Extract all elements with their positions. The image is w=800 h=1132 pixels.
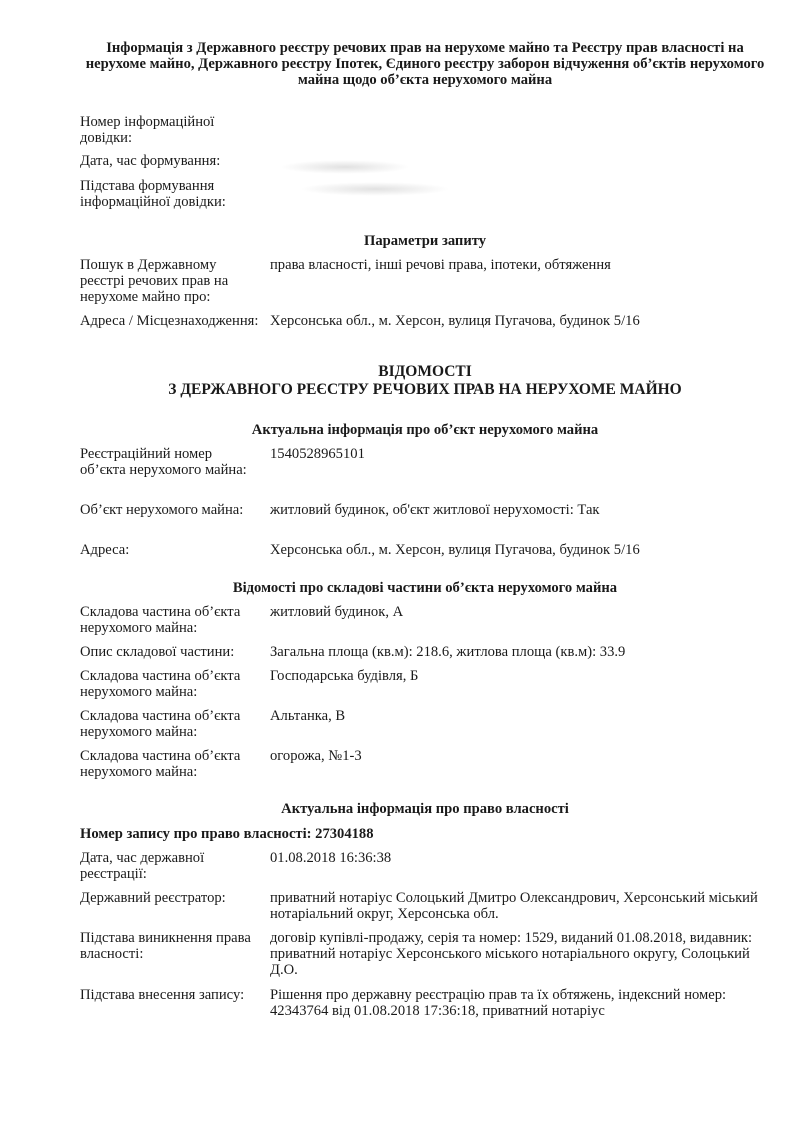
field-value: Господарська будівля, Б [270,668,419,684]
field-value: 01.08.2018 16:36:38 [270,850,392,866]
field-value: договір купівлі-продажу, серія та номер: 1529, виданий 01.08.2018, видавник: приватний нотаріус Херсонського міського нотаріального округу, Солоцький Д.О. [270,930,753,978]
field-label: Складова частина об’єкта нерухомого майна: [80,668,241,700]
field-label: Номер інформаційної довідки: [80,114,215,146]
field-value: Загальна площа (кв.м): 218.6, житлова площа (кв.м): 33.9 [270,644,626,660]
field-value: Херсонська обл., м. Херсон, вулиця Пугачова, будинок 5/16 [270,542,640,558]
field-label: Дата, час державної реєстрації: [80,850,205,882]
field-value: житловий будинок, об'єкт житлової нерухомості: Так [270,502,600,518]
redacted-value [300,182,450,196]
field-label: Опис складової частини: [80,644,235,660]
section-heading-query: Параметри запиту [363,233,487,249]
field-label: Об’єкт нерухомого майна: [80,502,244,518]
registry-heading-2: З ДЕРЖАВНОГО РЕЄСТРУ РЕЧОВИХ ПРАВ НА НЕРУХОМЕ МАЙНО [168,381,682,398]
redacted-value [280,160,410,174]
field-value: Альтанка, В [270,708,346,724]
field-label: Складова частина об’єкта нерухомого майна: [80,604,241,636]
field-label: Пошук в Державному реєстрі речових прав на нерухоме майно про: [80,257,229,305]
field-label: Підстава формування інформаційної довідки: [80,178,226,210]
field-label: Складова частина об’єкта нерухомого майна: [80,708,241,740]
field-label: Адреса: [80,542,130,558]
registry-heading-1: ВІДОМОСТІ [378,363,472,380]
section-heading-object: Актуальна інформація про об’єкт нерухомого майна [251,422,599,438]
section-heading-components: Відомості про складові частини об’єкта нерухомого майна [232,580,618,596]
field-label: Підстава виникнення права власності: [80,930,251,962]
field-value: приватний нотаріус Солоцький Дмитро Олександрович, Херсонський міський нотаріальний округ, Херсонська обл. [270,890,758,922]
field-label: Реєстраційний номер об’єкта нерухомого майна: [80,446,247,478]
field-label: Дата, час формування: [80,153,221,169]
field-label: Складова частина об’єкта нерухомого майна: [80,748,241,780]
field-value: огорожа, №1-3 [270,748,362,764]
field-label: Адреса / Місцезнаходження: [80,313,259,329]
field-value: 1540528965101 [270,446,365,462]
field-label: Державний реєстратор: [80,890,226,906]
field-value: права власності, інші речові права, іпотеки, обтяження [270,257,611,273]
ownership-record-number: Номер запису про право власності: 27304188 [80,826,374,842]
field-value: Рішення про державну реєстрацію прав та їх обтяжень, індексний номер: 42343764 від 01.08.2018 17:36:18, приватний нотаріус [270,987,727,1019]
field-value: Херсонська обл., м. Херсон, вулиця Пугачова, будинок 5/16 [270,313,640,329]
field-value: житловий будинок, А [270,604,404,620]
section-heading-ownership: Актуальна інформація про право власності [281,801,569,817]
field-label: Підстава внесення запису: [80,987,245,1003]
document-title: Інформація з Державного реєстру речових прав на нерухоме майно та Реєстру прав власності на нерухоме майно, Державного реєстру Іпотек, Єдиного реєстру заборон відчуження об’єктів нерухомого майна щодо об’єкта нерухомого майна [85,40,765,88]
